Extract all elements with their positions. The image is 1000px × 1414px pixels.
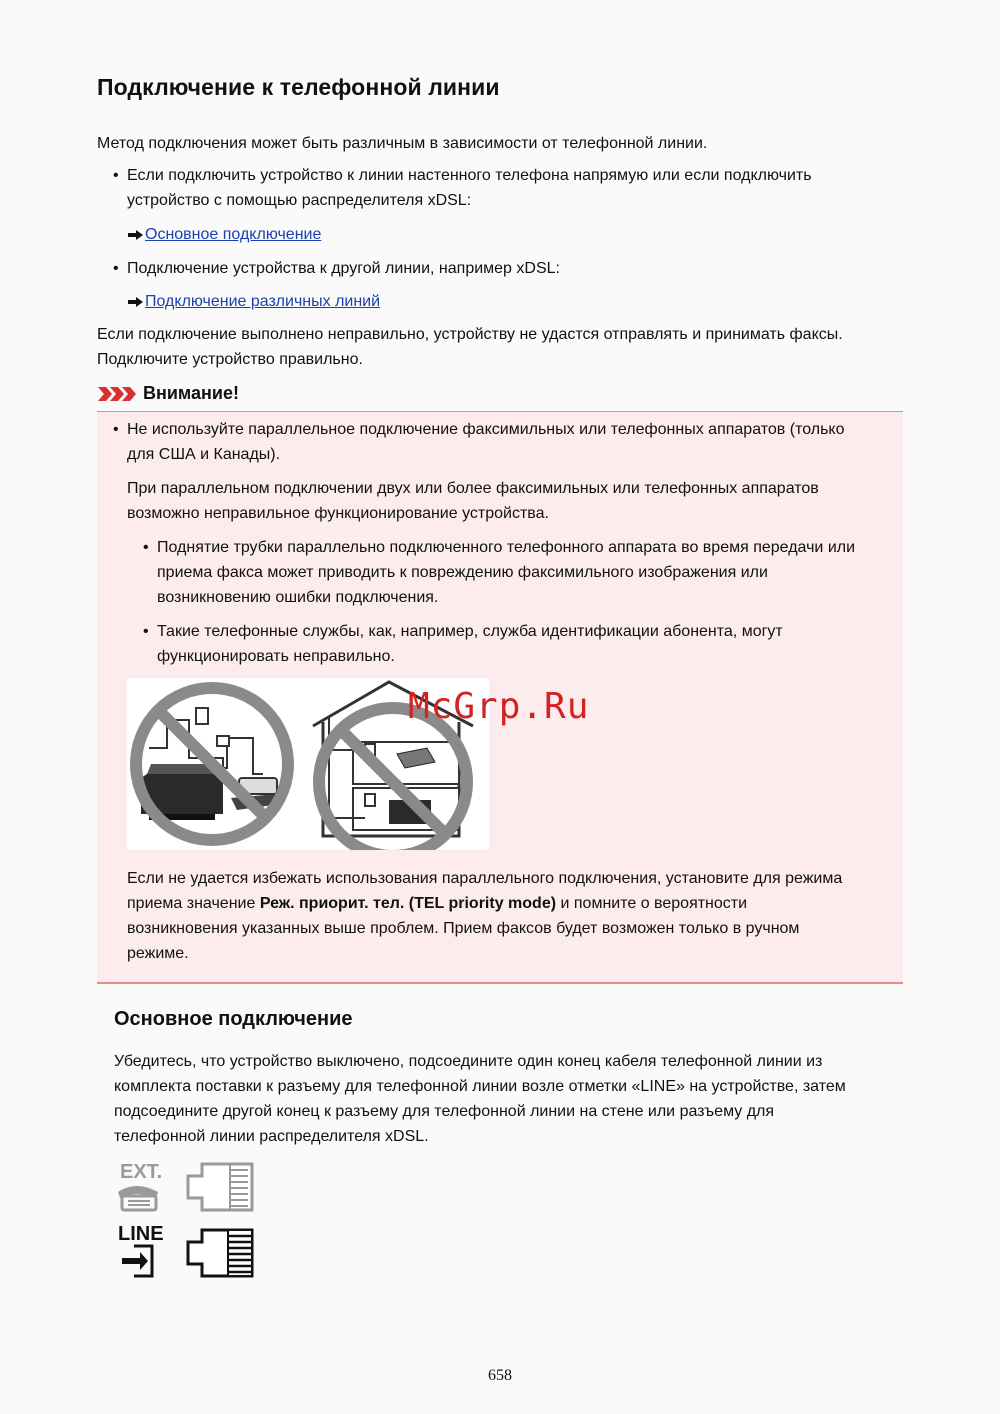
- phone-icon: [118, 1186, 158, 1210]
- list-item-line: устройство с помощью распределителя xDSL:: [127, 192, 472, 209]
- warning-icon: [97, 386, 137, 402]
- page-number: 658: [488, 1367, 512, 1384]
- list-item: • Подключение устройства к другой линии, например xDSL:: [113, 256, 560, 281]
- link-basic-connection[interactable]: Основное подключение: [145, 226, 322, 243]
- section-paragraph: Убедитесь, что устройство выключено, подсоедините один конец кабеля телефонной линии из комплекта поставки к разъему для телефонной линии возле отметки «LINE» на устройстве, затем подсоедините другой конец к разъему для телефонной линии на стене или разъему для телефонной линии распределителя xDSL.: [114, 1053, 846, 1145]
- list-item-line: Подключение устройства к другой линии, например xDSL:: [127, 260, 560, 277]
- ext-jack-icon: [188, 1164, 252, 1210]
- warning-bullet: • Не используйте параллельное подключение факсимильных или телефонных аппаратов (только для США и Канады).: [113, 421, 845, 463]
- link-row: [127, 289, 380, 314]
- port-diagram: [114, 1158, 264, 1284]
- list-item-line: Если подключить устройство к линии настенного телефона напрямую или если подключить: [127, 167, 812, 184]
- watermark: McGrp.Ru: [408, 686, 590, 727]
- warning-final-paragraph: Если не удается избежать использования параллельного подключения, установите для режима приема значение Реж. приорит. тел. (TEL priority mode) и помните о вероятности возникновения указанных выше проблем. Прием факсов будет возможен только в ручном режиме.: [127, 870, 843, 962]
- warning-paragraph: При параллельном подключении двух или более факсимильных или телефонных аппаратов возможно неправильное функционирование устройства.: [127, 480, 819, 522]
- setting-name: Реж. приорит. тел. (TEL priority mode): [259, 895, 557, 912]
- line-jack-icon: [188, 1230, 252, 1276]
- paragraph: Если подключение выполнено неправильно, устройству не удастся отправлять и принимать факсы. Подключите устройство правильно.: [97, 326, 843, 368]
- port-icons: [114, 1158, 264, 1284]
- list-item: • Если подключить устройство к линии настенного телефона напрямую или если подключить устройство с помощью распределителя xDSL:: [113, 163, 812, 213]
- warning-title: Внимание!: [97, 383, 239, 404]
- line-label: LINE: [118, 1223, 164, 1245]
- warning-sub-bullet: • Поднятие трубки параллельно подключенного телефонного аппарата во время передачи или приема факса может приводить к повреждению факсимильного изображения или возникновению ошибки подключения.: [143, 539, 856, 606]
- link-row: [127, 222, 321, 247]
- link-various-lines[interactable]: Подключение различных линий: [145, 293, 381, 310]
- prohibited-left-icon: [136, 688, 288, 840]
- ext-label: EXT.: [120, 1161, 163, 1183]
- section-title: Основное подключение: [114, 1008, 353, 1030]
- arrow-right-icon: [127, 296, 144, 308]
- warning-sub-bullet: • Такие телефонные службы, как, например, служба идентификации абонента, могут функционировать неправильно.: [143, 623, 783, 665]
- intro-text: Метод подключения может быть различным в зависимости от телефонной линии.: [97, 135, 708, 152]
- arrow-right-icon: [127, 229, 144, 241]
- page-title: Подключение к телефонной линии: [97, 74, 500, 100]
- line-port-icon: [122, 1246, 152, 1276]
